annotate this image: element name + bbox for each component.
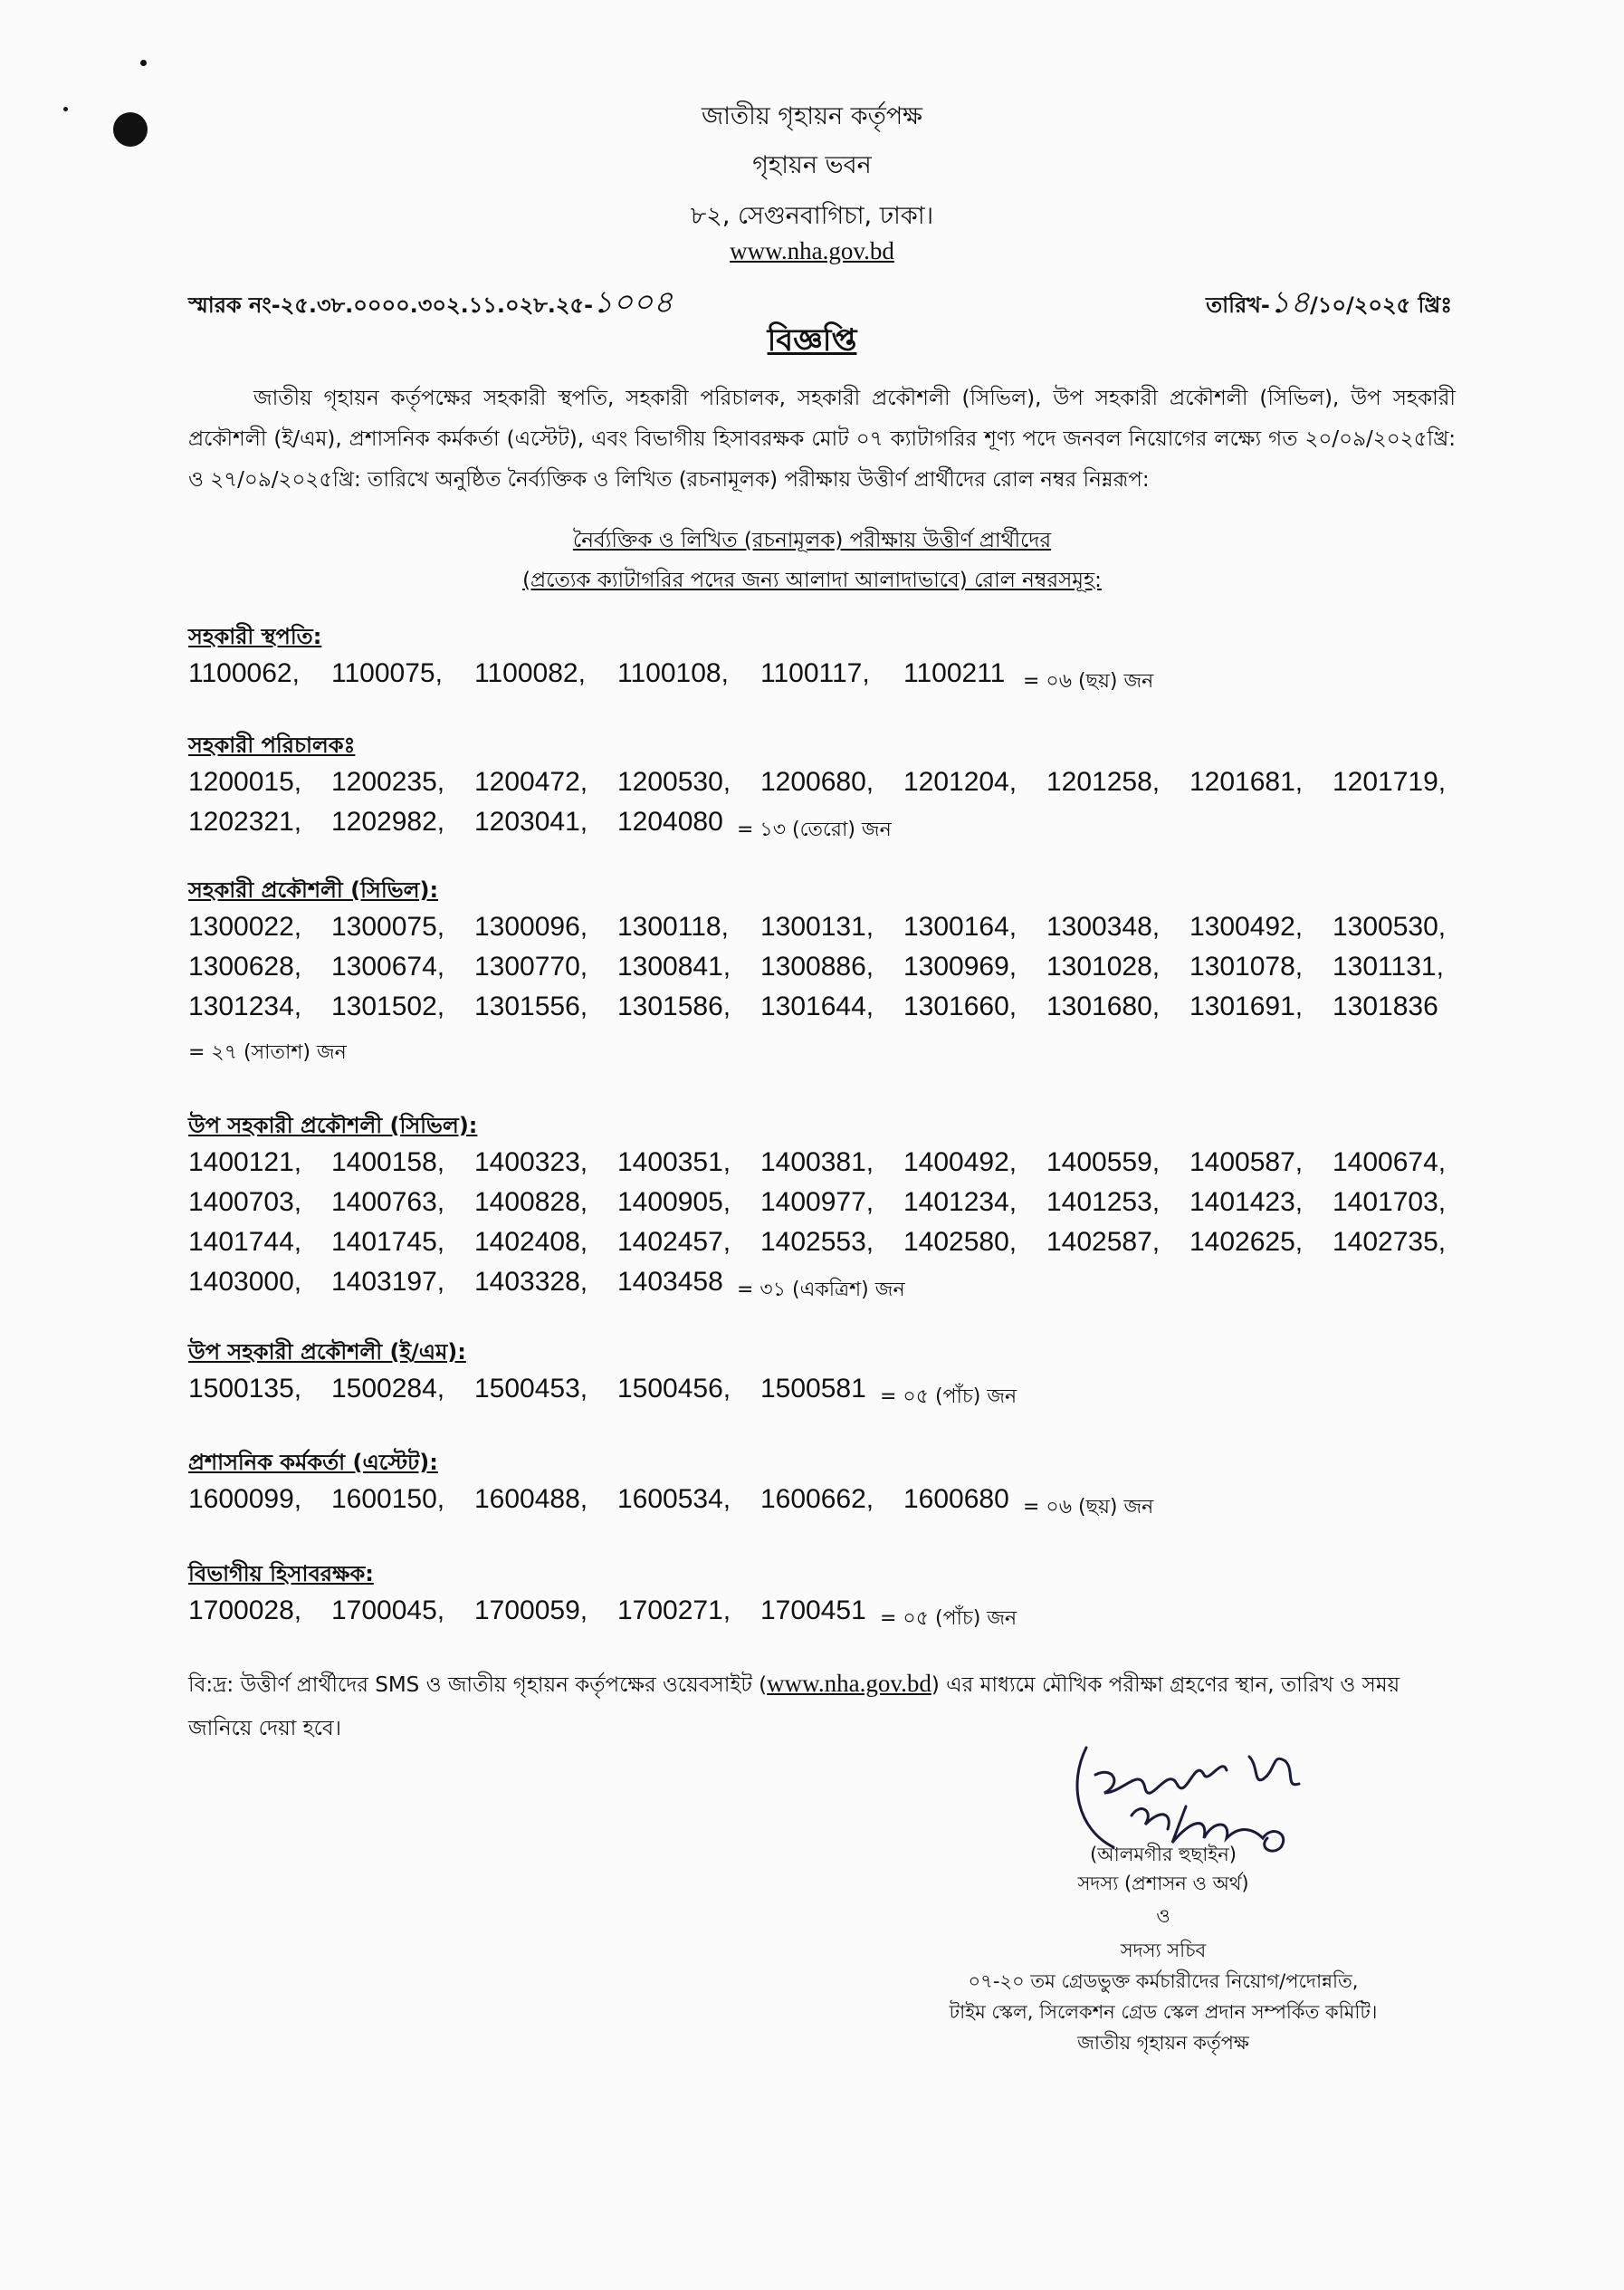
roll-number: 1301660, xyxy=(903,992,1017,1021)
roll-number: 1100082, xyxy=(474,658,586,688)
roll-number: 1200015, xyxy=(188,767,302,797)
roll-number: 1401744, xyxy=(188,1227,302,1257)
roll-number: 1600488, xyxy=(474,1484,588,1514)
roll-number: 1401423, xyxy=(1189,1187,1304,1217)
roll-number: 1600150, xyxy=(331,1484,445,1514)
roll-number: 1301078, xyxy=(1189,952,1304,982)
roll-number: 1300131, xyxy=(760,912,874,942)
roll-number: 1200530, xyxy=(617,767,731,797)
section-title: উপ সহকারী প্রকৌশলী (ই/এম): xyxy=(188,1339,466,1365)
roll-number: 1100117, xyxy=(760,658,870,688)
roll-number: 1500581 xyxy=(760,1374,866,1404)
roll-number: 1201258, xyxy=(1046,767,1161,797)
roll-number: 1402457, xyxy=(617,1227,731,1257)
roll-row xyxy=(188,1147,1456,1187)
notice-title: বিজ্ঞপ্তি xyxy=(767,322,857,359)
roll-number: 1301680, xyxy=(1046,992,1161,1021)
roll-number: 1301586, xyxy=(617,992,731,1021)
roll-number: 1100062, xyxy=(188,658,300,688)
section-count: = ২৭ (সাতাশ) জন xyxy=(188,1041,347,1064)
subheading-line2: (প্রত্যেক ক্যাটাগরির পদের জন্য আলাদা আলাদাভাবে) রোল নম্বরসমূহ: xyxy=(522,569,1102,592)
section-count: = ১৩ (তেরো) জন xyxy=(737,819,892,841)
signatory-org: জাতীয় গৃহায়ন কর্তৃপক্ষ xyxy=(1077,2032,1249,2054)
subheading-line1: নৈর্ব্যক্তিক ও লিখিত (রচনামূলক) পরীক্ষায় উত্তীর্ণ প্রার্থীদের xyxy=(572,529,1052,552)
scan-speck xyxy=(140,60,147,66)
memo-number: স্মারক নং-২৫.৩৮.০০০০.৩০২.১১.০২৮.২৫-১০০৪ xyxy=(188,284,673,321)
roll-number: 1400763, xyxy=(331,1187,445,1217)
roll-number: 1400121, xyxy=(188,1147,302,1177)
roll-number: 1204080 xyxy=(617,807,723,837)
section-count: = ৩১ (একত্রিশ) জন xyxy=(737,1279,905,1301)
roll-number: 1400703, xyxy=(188,1187,302,1217)
address: ৮২, সেগুনবাগিচা, ঢাকা। xyxy=(690,202,934,230)
section-title: সহকারী পরিচালকঃ xyxy=(188,733,356,758)
building-name: গৃহায়ন ভবন xyxy=(752,151,872,179)
roll-number: 1402408, xyxy=(474,1227,588,1257)
roll-number: 1301502, xyxy=(331,992,445,1021)
roll-number: 1500284, xyxy=(331,1374,445,1404)
committee-line1: ০৭-২০ তম গ্রেডভুক্ত কর্মচারীদের নিয়োগ/পদোন্নতি, xyxy=(968,1970,1359,1992)
roll-number: 1700271, xyxy=(617,1595,731,1625)
roll-number: 1401253, xyxy=(1046,1187,1161,1217)
roll-number: 1600534, xyxy=(617,1484,731,1514)
roll-number: 1400323, xyxy=(474,1147,588,1177)
roll-number: 1400828, xyxy=(474,1187,588,1217)
roll-row xyxy=(188,1595,1456,1635)
roll-number: 1300674, xyxy=(331,952,445,982)
roll-number: 1301131, xyxy=(1333,952,1444,982)
org-name: জাতীয় গৃহায়ন কর্তৃপক্ষ xyxy=(701,102,923,130)
roll-number: 1402625, xyxy=(1189,1227,1304,1257)
roll-number: 1500135, xyxy=(188,1374,302,1404)
roll-number: 1300969, xyxy=(903,952,1017,982)
section-title: সহকারী স্থপতি: xyxy=(188,624,322,649)
roll-number: 1300770, xyxy=(474,952,588,982)
roll-number: 1402580, xyxy=(903,1227,1017,1257)
roll-number: 1201719, xyxy=(1333,767,1447,797)
roll-number: 1301644, xyxy=(760,992,874,1021)
roll-number: 1300164, xyxy=(903,912,1017,942)
signatory-conjunction: ও xyxy=(1156,1905,1170,1927)
website xyxy=(0,237,1624,265)
roll-number: 1401234, xyxy=(903,1187,1017,1217)
roll-number: 1300118, xyxy=(617,912,729,942)
roll-number: 1300075, xyxy=(331,912,445,942)
roll-number: 1400492, xyxy=(903,1147,1017,1177)
roll-number: 1600099, xyxy=(188,1484,302,1514)
roll-number: 1202982, xyxy=(331,807,445,837)
roll-number: 1201681, xyxy=(1189,767,1304,797)
section-count: = ০৫ (পাঁচ) জন xyxy=(880,1607,1017,1630)
website-link[interactable]: www.nha.gov.bd xyxy=(730,237,894,264)
section-count: = ০৬ (ছয়) জন xyxy=(1023,670,1154,693)
roll-number: 1500453, xyxy=(474,1374,588,1404)
roll-number: 1400587, xyxy=(1189,1147,1304,1177)
note-website-link[interactable]: www.nha.gov.bd xyxy=(767,1670,931,1697)
roll-number: 1403197, xyxy=(331,1267,445,1297)
roll-number: 1400351, xyxy=(617,1147,731,1177)
roll-number: 1301028, xyxy=(1046,952,1161,982)
note: বি:দ্র: উত্তীর্ণ প্রার্থীদের SMS ও জাতীয় গৃহায়ন কর্তৃপক্ষের ওয়েবসাইট (www.nha.gov.bd) এর মাধ্যমে মৌখিক পরীক্ষা গ্রহণের স্থান, তারিখ ও সময় জানিয়ে দেয়া হবে। xyxy=(188,1670,1400,1740)
roll-number: 1400977, xyxy=(760,1187,874,1217)
roll-number: 1700045, xyxy=(331,1595,445,1625)
handwritten-ref-number: ১০০৪ xyxy=(593,284,673,321)
roll-row xyxy=(188,1187,1456,1227)
roll-number: 1700059, xyxy=(474,1595,588,1625)
roll-row xyxy=(188,952,1456,992)
roll-number: 1203041, xyxy=(474,807,588,837)
roll-number: 1400381, xyxy=(760,1147,874,1177)
roll-number: 1700451 xyxy=(760,1595,866,1625)
section-count: = ০৫ (পাঁচ) জন xyxy=(880,1385,1017,1408)
roll-row xyxy=(188,912,1456,952)
roll-number: 1100075, xyxy=(331,658,443,688)
roll-row xyxy=(188,1227,1456,1267)
roll-row xyxy=(188,992,1456,1031)
roll-number: 1300492, xyxy=(1189,912,1304,942)
roll-number: 1100108, xyxy=(617,658,729,688)
roll-number: 1400158, xyxy=(331,1147,445,1177)
roll-number: 1500456, xyxy=(617,1374,731,1404)
roll-number: 1301234, xyxy=(188,992,302,1021)
roll-number: 1200472, xyxy=(474,767,588,797)
handwritten-date: ১৪ xyxy=(1269,284,1311,321)
roll-number: 1100211 xyxy=(903,658,1006,688)
roll-number: 1300628, xyxy=(188,952,302,982)
section-count: = ০৬ (ছয়) জন xyxy=(1023,1496,1154,1519)
roll-number: 1403458 xyxy=(617,1267,723,1297)
roll-number: 1301691, xyxy=(1189,992,1304,1021)
roll-number: 1400674, xyxy=(1333,1147,1447,1177)
roll-number: 1600680 xyxy=(903,1484,1009,1514)
roll-number: 1402735, xyxy=(1333,1227,1447,1257)
roll-number: 1400905, xyxy=(617,1187,731,1217)
roll-number: 1403328, xyxy=(474,1267,588,1297)
section-title: সহকারী প্রকৌশলী (সিভিল): xyxy=(188,877,439,903)
roll-number: 1401745, xyxy=(331,1227,445,1257)
section-title: প্রশাসনিক কর্মকর্তা (এস্টেট): xyxy=(188,1450,438,1475)
roll-number: 1402553, xyxy=(760,1227,874,1257)
memo-date: তারিখ-১৪/১০/২০২৫ খ্রিঃ xyxy=(1206,284,1452,321)
roll-number: 1300022, xyxy=(188,912,302,942)
roll-row xyxy=(188,767,1456,807)
roll-number: 1300348, xyxy=(1046,912,1161,942)
roll-number: 1700028, xyxy=(188,1595,302,1625)
roll-number: 1200235, xyxy=(331,767,445,797)
committee-line2: টাইম স্কেল, সিলেকশন গ্রেড স্কেল প্রদান সম্পর্কিত কমিটি। xyxy=(949,2001,1378,2023)
roll-row xyxy=(188,1374,1456,1413)
roll-number: 1300841, xyxy=(617,952,731,982)
roll-number: 1400559, xyxy=(1046,1147,1161,1177)
intro-paragraph: জাতীয় গৃহায়ন কর্তৃপক্ষের সহকারী স্থপতি, সহকারী পরিচালক, সহকারী প্রকৌশলী (সিভিল), উপ সহকারী প্রকৌশলী (সিভিল), উপ সহকারী প্রকৌশলী (ই/এম), প্রশাসনিক কর্মকর্তা (এস্টেট), এবং বিভাগীয় হিসাবরক্ষক মোট ০৭ ক্যাটাগরির শূণ্য পদে জনবল নিয়োগের লক্ষ্যে গত ২০/০৯/২০২৫খ্রি: ও ২৭/০৯/২০২৫খ্রি: তারিখে অনুষ্ঠিত নৈর্ব্যক্তিক ও লিখিত (রচনামূলক) পরীক্ষায় উত্তীর্ণ প্রার্থীদের রোল নম্বর নিম্নরূপ: xyxy=(188,387,1456,492)
roll-number: 1200680, xyxy=(760,767,874,797)
roll-number: 1403000, xyxy=(188,1267,302,1297)
roll-number: 1201204, xyxy=(903,767,1017,797)
roll-number: 1301836 xyxy=(1333,992,1438,1021)
signatory-designation: সদস্য (প্রশাসন ও অর্থ) xyxy=(1077,1873,1249,1894)
roll-number: 1300886, xyxy=(760,952,874,982)
roll-number: 1202321, xyxy=(188,807,302,837)
signatory-name: (আলমগীর হুছাইন) xyxy=(1090,1844,1237,1865)
section-title: উপ সহকারী প্রকৌশলী (সিভিল): xyxy=(188,1113,478,1138)
roll-number: 1301556, xyxy=(474,992,588,1021)
signatory-role: সদস্য সচিব xyxy=(1120,1940,1207,1961)
roll-number: 1401703, xyxy=(1333,1187,1447,1217)
roll-number: 1300096, xyxy=(474,912,588,942)
section-title: বিভাগীয় হিসাবরক্ষক: xyxy=(188,1561,374,1586)
roll-number: 1402587, xyxy=(1046,1227,1161,1257)
roll-number: 1600662, xyxy=(760,1484,874,1514)
roll-number: 1300530, xyxy=(1333,912,1447,942)
